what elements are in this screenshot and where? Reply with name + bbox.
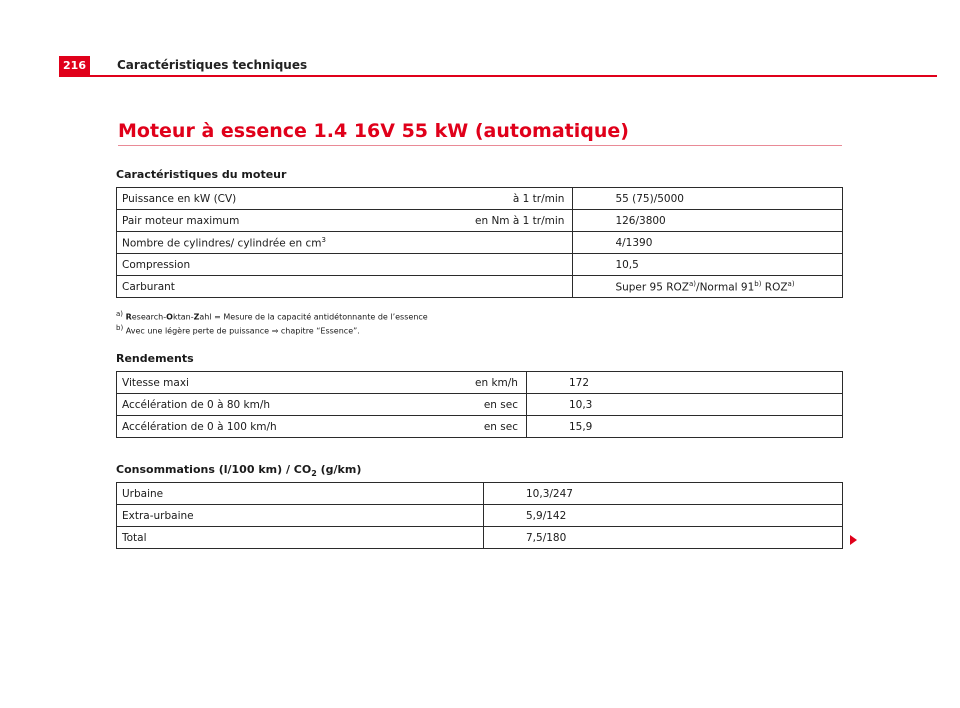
table-row <box>117 276 843 298</box>
footnote-text: ahl = Mesure de la capacité antidétonnante de l’essence <box>199 312 428 322</box>
table-row <box>117 394 843 416</box>
header-title: Caractéristiques techniques <box>117 58 308 72</box>
fuel-text: /Normal 91 <box>696 281 755 294</box>
footnote-initial: O <box>166 312 173 322</box>
row-value: 10,5 <box>573 254 843 276</box>
row-unit: en sec <box>470 416 526 438</box>
row-value: 15,9 <box>526 416 842 438</box>
footnote-initial: R <box>125 312 132 322</box>
footnotes <box>116 309 428 336</box>
consumption-heading <box>116 463 361 478</box>
row-label-text: Nombre de cylindres/ cylindrée en cm <box>122 237 322 250</box>
row-label: Accélération de 0 à 80 km/h <box>117 394 471 416</box>
row-unit <box>470 483 484 505</box>
label-superscript: 3 <box>321 235 326 244</box>
row-label: Puissance en kW (CV) <box>117 188 471 210</box>
engine-table <box>116 187 843 298</box>
section-title: Moteur à essence 1.4 16V 55 kW (automatique) <box>118 120 629 142</box>
fuel-text: Super 95 ROZ <box>615 281 689 294</box>
table-row <box>117 254 843 276</box>
row-unit <box>470 232 573 254</box>
footnote-text: esearch- <box>131 312 167 322</box>
footnote-text: Avec une légère perte de puissance ⇒ chapitre “Essence”. <box>125 326 360 336</box>
footnote-b <box>116 323 428 337</box>
table-row <box>117 188 843 210</box>
row-value: 10,3 <box>526 394 842 416</box>
performance-table <box>116 371 843 438</box>
row-unit: en km/h <box>470 372 526 394</box>
row-label: Extra-urbaine <box>117 505 471 527</box>
row-value: 172 <box>526 372 842 394</box>
row-value: 5,9/142 <box>484 505 843 527</box>
table-row <box>117 210 843 232</box>
footnote-ref: b) <box>754 279 762 288</box>
table-row <box>117 527 843 549</box>
heading-text: (g/km) <box>316 463 362 476</box>
fuel-text: ROZ <box>761 281 788 294</box>
row-value: 10,3/247 <box>484 483 843 505</box>
heading-subscript: 2 <box>311 469 317 479</box>
footnote-ref: a) <box>689 279 697 288</box>
row-value: 55 (75)/5000 <box>573 188 843 210</box>
footnote-marker: a) <box>116 310 124 318</box>
footnote-marker: b) <box>116 323 124 332</box>
row-unit: en Nm à 1 tr/min <box>470 210 573 232</box>
row-value: 4/1390 <box>573 232 843 254</box>
row-value: 7,5/180 <box>484 527 843 549</box>
table-row <box>117 505 843 527</box>
footnote-ref: a) <box>787 279 795 288</box>
footnote-a <box>116 309 428 323</box>
row-label <box>117 232 471 254</box>
row-unit: en sec <box>470 394 526 416</box>
performance-heading: Rendements <box>116 352 194 365</box>
page-number: 216 <box>59 56 90 76</box>
row-unit: à 1 tr/min <box>470 188 573 210</box>
page-header <box>59 56 937 76</box>
row-label: Urbaine <box>117 483 471 505</box>
consumption-table <box>116 482 843 549</box>
heading-text: Consommations (l/100 km) / CO <box>116 463 312 476</box>
row-unit <box>470 505 484 527</box>
row-unit <box>470 276 573 298</box>
engine-heading: Caractéristiques du moteur <box>116 168 287 181</box>
footnote-initial: Z <box>193 312 200 322</box>
row-label: Total <box>117 527 471 549</box>
table-row <box>117 483 843 505</box>
table-row <box>117 416 843 438</box>
row-label: Pair moteur maximum <box>117 210 471 232</box>
table-row <box>117 232 843 254</box>
next-page-arrow-icon <box>850 535 857 545</box>
row-value <box>573 276 843 298</box>
section-rule <box>118 145 842 146</box>
row-label: Carburant <box>117 276 471 298</box>
row-unit <box>470 527 484 549</box>
table-row <box>117 372 843 394</box>
row-label: Vitesse maxi <box>117 372 471 394</box>
row-label: Accélération de 0 à 100 km/h <box>117 416 471 438</box>
header-rule <box>59 75 937 77</box>
footnote-text: ktan- <box>172 312 194 322</box>
row-unit <box>470 254 573 276</box>
row-label: Compression <box>117 254 471 276</box>
row-value: 126/3800 <box>573 210 843 232</box>
